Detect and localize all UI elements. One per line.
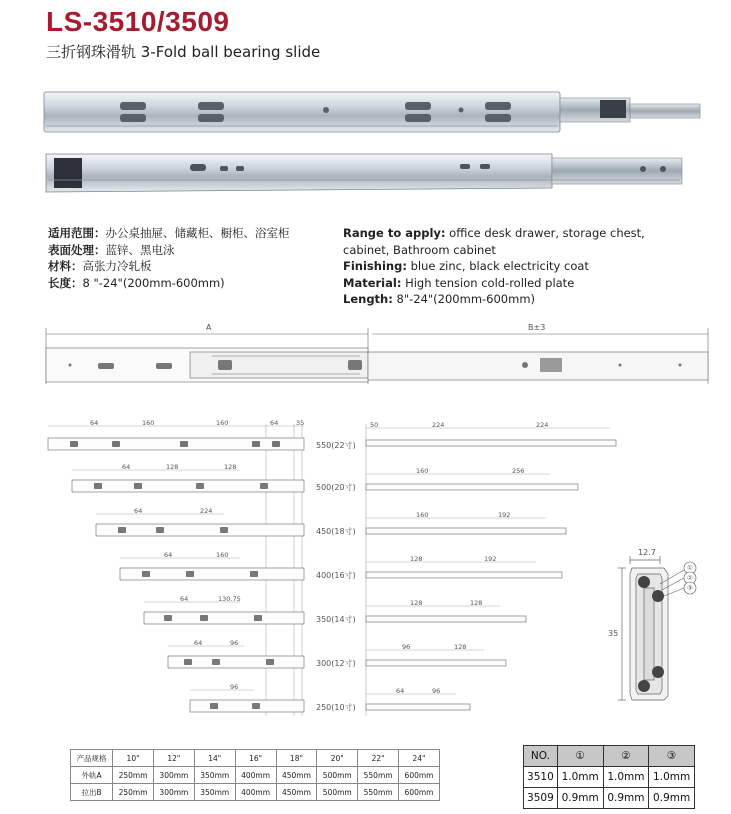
slide-photo-top xyxy=(44,92,700,132)
right-row-0 xyxy=(366,421,616,446)
right-dim: 128 xyxy=(410,555,423,563)
size-table xyxy=(70,749,440,801)
right-row-3 xyxy=(366,555,562,578)
value-cell: 400mm xyxy=(235,767,276,784)
left-dim: 35 xyxy=(296,419,305,427)
spec-en-material-value: High tension cold-rolled plate xyxy=(405,275,575,290)
right-row-2 xyxy=(366,511,566,534)
spec-cn-length xyxy=(48,275,290,292)
left-row-label: 450(18寸) xyxy=(316,527,356,536)
size-table-header-label: 产品规格 xyxy=(71,750,113,767)
model-cell: 3509 xyxy=(524,788,558,809)
value-cell: 300mm xyxy=(153,767,194,784)
size-cell: 10" xyxy=(113,750,154,767)
right-row-5 xyxy=(366,643,506,666)
left-dim: 160 xyxy=(142,419,155,427)
thickness-table-row xyxy=(524,767,695,788)
right-row-6 xyxy=(366,687,470,710)
size-cell: 12" xyxy=(153,750,194,767)
left-row-label: 300(12寸) xyxy=(316,659,356,668)
left-row-label: 250(10寸) xyxy=(316,703,356,712)
right-hole-drawings xyxy=(360,418,620,718)
thickness-table-row xyxy=(524,788,695,809)
value-cell: 600mm xyxy=(399,767,440,784)
size-table-row xyxy=(71,784,440,801)
thickness-table xyxy=(523,745,695,809)
right-dim: 256 xyxy=(512,467,525,475)
cross-section-profile xyxy=(600,548,715,708)
left-dim: 64 xyxy=(134,507,143,515)
thickness-header-1: ① xyxy=(557,746,603,767)
thickness-cell: 1.0mm xyxy=(557,767,603,788)
left-dim: 64 xyxy=(164,551,173,559)
value-cell: 250mm xyxy=(113,784,154,801)
specs-en xyxy=(343,225,645,308)
dim-label-b: B±3 xyxy=(528,323,546,332)
left-dim: 224 xyxy=(200,507,213,515)
thickness-header-no: NO. xyxy=(524,746,558,767)
left-row-300 xyxy=(168,639,356,668)
spec-cn-finishing-label: 表面处理： xyxy=(48,242,106,257)
left-row-350 xyxy=(144,595,356,624)
left-dim: 160 xyxy=(216,551,229,559)
size-cell: 14" xyxy=(194,750,235,767)
value-cell: 300mm xyxy=(153,784,194,801)
left-dim: 96 xyxy=(230,683,239,691)
left-row-250 xyxy=(190,683,356,712)
right-row-1 xyxy=(366,467,578,490)
right-dim: 224 xyxy=(536,421,549,429)
right-dim: 64 xyxy=(396,687,405,695)
left-dim: 128 xyxy=(166,463,179,471)
size-table-row xyxy=(71,767,440,784)
right-dim: 160 xyxy=(416,467,429,475)
size-cell: 22" xyxy=(358,750,399,767)
size-cell: 24" xyxy=(399,750,440,767)
right-dim: 128 xyxy=(454,643,467,651)
spec-cn-length-value: 8 "-24"(200mm-600mm) xyxy=(82,275,225,290)
dim-label-a: A xyxy=(206,323,212,332)
right-dim: 192 xyxy=(498,511,511,519)
thickness-cell: 0.9mm xyxy=(603,788,649,809)
row-label: 外轨A xyxy=(71,767,113,784)
profile-width: 12.7 xyxy=(638,548,656,557)
right-dim: 96 xyxy=(402,643,411,651)
right-dim: 224 xyxy=(432,421,445,429)
left-row-label: 400(16寸) xyxy=(316,571,356,580)
product-subtitle: 三折钢珠滑轨 3-Fold ball bearing slide xyxy=(46,43,321,61)
right-dim: 96 xyxy=(432,687,441,695)
left-dim: 64 xyxy=(194,639,203,647)
marker-2: ② xyxy=(687,574,693,582)
thickness-cell: 0.9mm xyxy=(557,788,603,809)
value-cell: 400mm xyxy=(235,784,276,801)
value-cell: 600mm xyxy=(399,784,440,801)
left-dim: 96 xyxy=(230,639,239,647)
spec-cn-range-label: 适用范围： xyxy=(48,226,106,240)
left-row-450 xyxy=(96,507,356,536)
left-hole-drawings xyxy=(40,418,360,718)
model-cell: 3510 xyxy=(524,767,558,788)
thickness-header-2: ② xyxy=(603,746,649,767)
left-dim: 64 xyxy=(122,463,131,471)
slide-photo-bottom xyxy=(46,154,682,192)
left-row-label: 550(22寸) xyxy=(316,441,356,450)
product-title: LS-3510/3509 xyxy=(46,6,230,37)
overall-drawing xyxy=(40,320,715,392)
left-dim: 64 xyxy=(90,419,99,427)
right-row-4 xyxy=(366,599,526,622)
marker-1: ① xyxy=(687,564,693,572)
product-photo xyxy=(40,84,712,198)
value-cell: 450mm xyxy=(276,767,317,784)
spec-cn-material-value: 高张力冷轧板 xyxy=(82,259,152,273)
right-dim: 128 xyxy=(410,599,423,607)
marker-3: ③ xyxy=(687,584,693,592)
spec-en-finishing-value: blue zinc, black electricity coat xyxy=(410,259,589,273)
spec-en-range-value-2: cabinet, Bathroom cabinet xyxy=(343,242,496,257)
spec-en-range-label: Range to apply: xyxy=(343,226,446,240)
value-cell: 350mm xyxy=(194,767,235,784)
spec-cn-material xyxy=(48,258,290,275)
left-dim: 160 xyxy=(216,419,229,427)
spec-en-length-value: 8"-24"(200mm-600mm) xyxy=(396,292,536,306)
left-dim: 130.75 xyxy=(218,595,241,603)
left-row-550 xyxy=(48,419,356,450)
left-dim: 64 xyxy=(180,595,189,603)
value-cell: 550mm xyxy=(358,767,399,784)
thickness-header-3: ③ xyxy=(649,746,695,767)
spec-en-material-label: Material: xyxy=(343,275,402,290)
left-row-label: 350(14寸) xyxy=(316,615,356,624)
right-dim: 128 xyxy=(470,599,483,607)
left-dim: 128 xyxy=(224,463,237,471)
spec-cn-finishing xyxy=(48,242,290,259)
thickness-cell: 0.9mm xyxy=(649,788,695,809)
value-cell: 500mm xyxy=(317,784,358,801)
specs-cn xyxy=(48,225,290,291)
spec-cn-material-label: 材料： xyxy=(48,259,83,273)
spec-en-finishing-label: Finishing: xyxy=(343,259,407,273)
size-cell: 16" xyxy=(235,750,276,767)
thickness-cell: 1.0mm xyxy=(603,767,649,788)
size-cell: 18" xyxy=(276,750,317,767)
thickness-cell: 1.0mm xyxy=(649,767,695,788)
left-row-500 xyxy=(72,463,356,492)
spec-en-range-value-1: office desk drawer, storage chest, xyxy=(449,226,645,240)
spec-en-length-label: Length: xyxy=(343,292,393,306)
size-table-header xyxy=(71,750,440,767)
value-cell: 500mm xyxy=(317,767,358,784)
left-row-label: 500(20寸) xyxy=(316,483,356,492)
value-cell: 450mm xyxy=(276,784,317,801)
thickness-table-header xyxy=(524,746,695,767)
size-cell: 20" xyxy=(317,750,358,767)
right-dim: 50 xyxy=(370,421,379,429)
spec-cn-range-value: 办公桌抽屉、储藏柜、橱柜、浴室柜 xyxy=(105,226,290,240)
value-cell: 350mm xyxy=(194,784,235,801)
left-dim: 64 xyxy=(270,419,279,427)
spec-cn-length-label: 长度： xyxy=(48,275,83,290)
right-dim: 192 xyxy=(484,555,497,563)
profile-height: 35 xyxy=(608,629,619,638)
row-label: 拉出B xyxy=(71,784,113,801)
value-cell: 250mm xyxy=(113,767,154,784)
right-dim: 160 xyxy=(416,511,429,519)
spec-cn-range xyxy=(48,225,290,242)
value-cell: 550mm xyxy=(358,784,399,801)
spec-cn-finishing-value: 蓝锌、黑电泳 xyxy=(105,242,175,257)
left-row-400 xyxy=(120,551,356,580)
